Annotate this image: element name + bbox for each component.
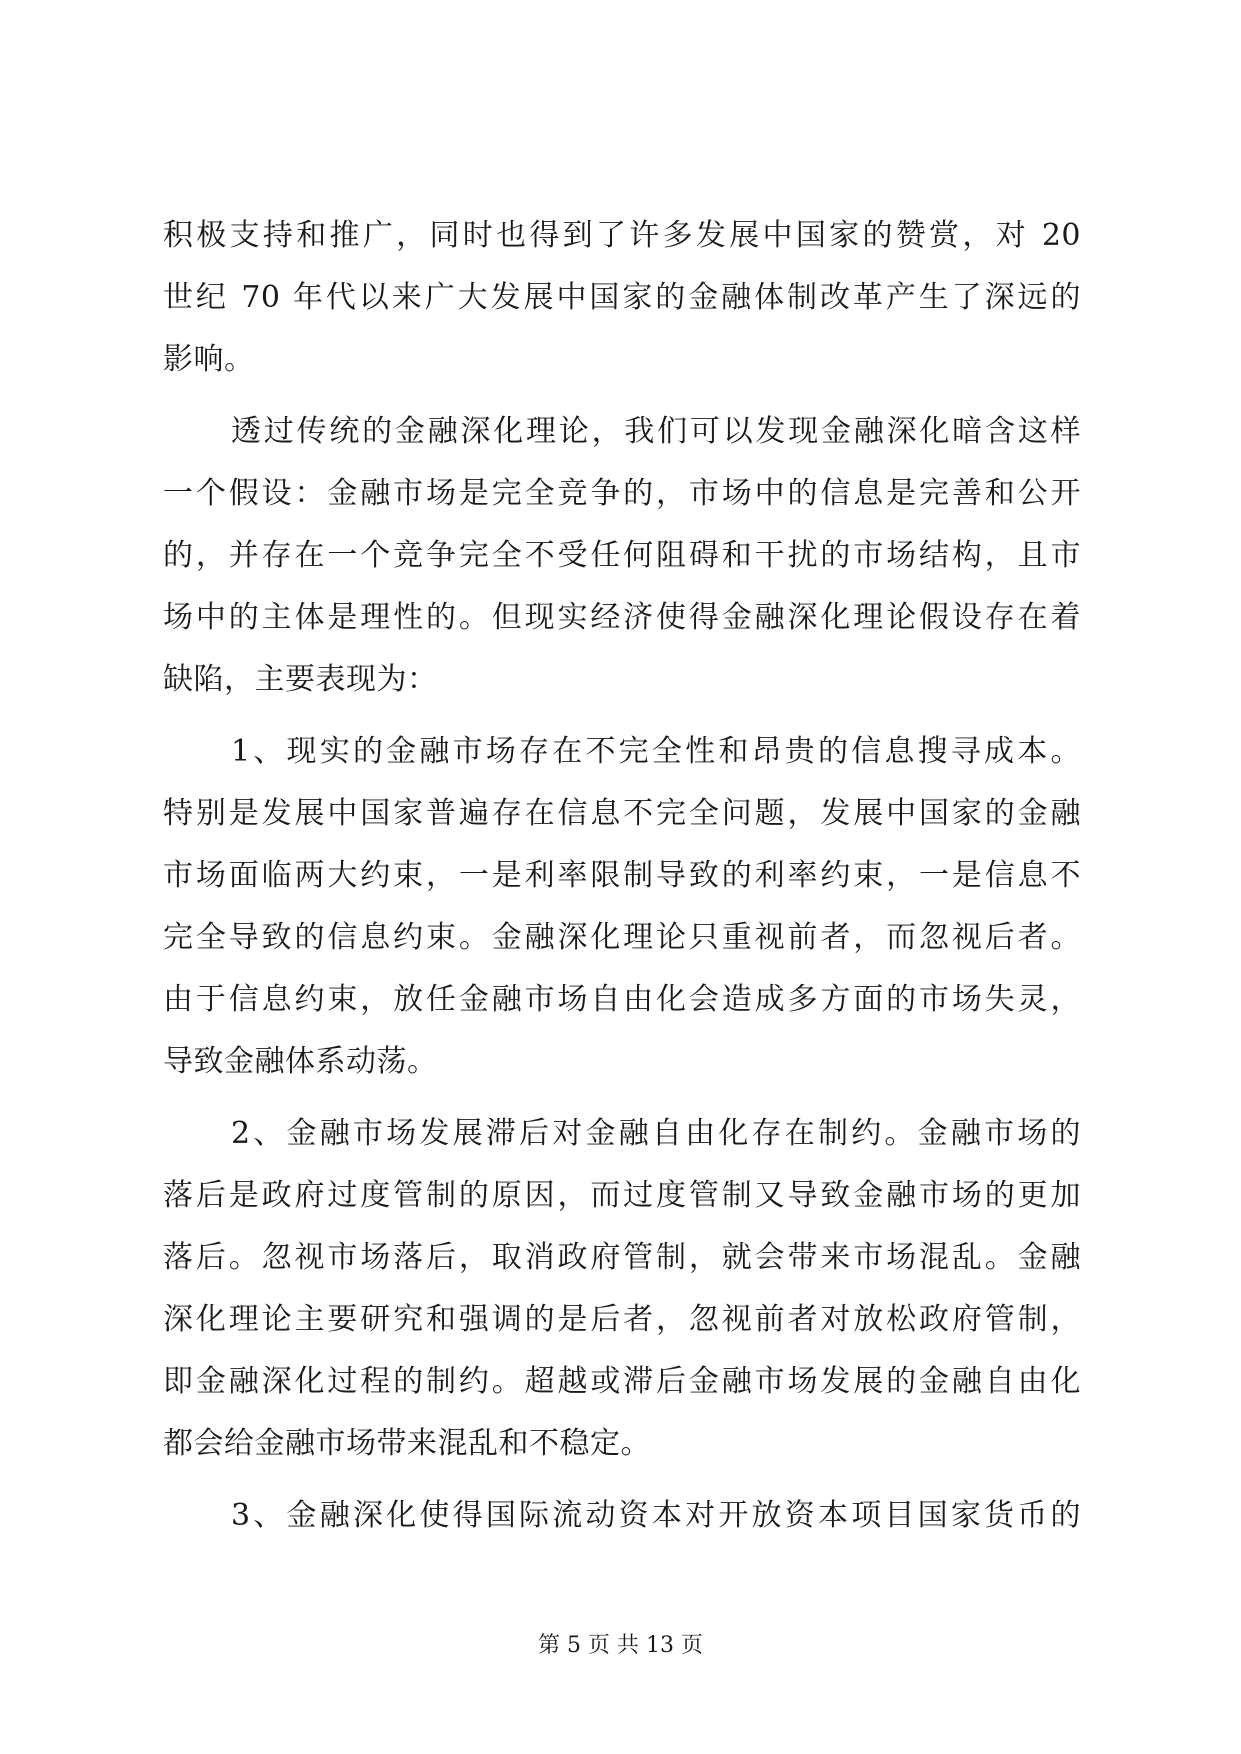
paragraph-4 [163,1103,1081,1475]
text-line: 落后。忽视市场落后，取消政府管制，就会带来市场混乱。金融 [163,1240,1081,1275]
text-line: 由于信息约束，放任金融市场自由化会造成多方面的市场失灵， [163,982,1081,1017]
text-line: 深化理论主要研究和强调的是后者，忽视前者对放松政府管制， [163,1302,1081,1337]
paragraph-5 [163,1485,1081,1547]
text-line: 世纪 70 年代以来广大发展中国家的金融体制改革产生了深远的 [163,280,1081,315]
text-line: 市场面临两大约束，一是利率限制导致的利率约束，一是信息不 [163,858,1081,893]
document-body [163,205,1081,1547]
text-line: 1、现实的金融市场存在不完全性和昂贵的信息搜寻成本。 [231,734,1081,769]
text-line: 导致金融体系动荡。 [163,1044,438,1079]
text-line: 都会给金融市场带来混乱和不稳定。 [163,1426,651,1461]
page-footer: 第 5 页 共 13 页 [538,1633,703,1658]
text-line: 一个假设：金融市场是完全竞争的，市场中的信息是完善和公开 [163,476,1081,511]
paragraph-2 [163,401,1081,711]
paragraph-1 [163,205,1081,391]
text-line: 即金融深化过程的制约。超越或滞后金融市场发展的金融自由化 [163,1364,1081,1399]
text-line: 2、金融市场发展滞后对金融自由化存在制约。金融市场的 [231,1116,1081,1151]
text-line: 影响。 [163,342,255,377]
paragraph-3 [163,721,1081,1093]
text-line: 的，并存在一个竞争完全不受任何阻碍和干扰的市场结构，且市 [163,538,1081,573]
text-line: 3、金融深化使得国际流动资本对开放资本项目国家货币的 [231,1498,1081,1533]
text-line: 完全导致的信息约束。金融深化理论只重视前者，而忽视后者。 [163,920,1081,955]
text-line: 场中的主体是理性的。但现实经济使得金融深化理论假设存在着 [163,600,1081,635]
text-line: 积极支持和推广，同时也得到了许多发展中国家的赞赏，对 20 [163,218,1081,253]
text-line: 特别是发展中国家普遍存在信息不完全问题，发展中国家的金融 [163,796,1081,831]
text-line: 缺陷，主要表现为： [163,662,438,697]
text-line: 落后是政府过度管制的原因，而过度管制又导致金融市场的更加 [163,1178,1081,1213]
text-line: 透过传统的金融深化理论，我们可以发现金融深化暗含这样 [231,414,1081,449]
